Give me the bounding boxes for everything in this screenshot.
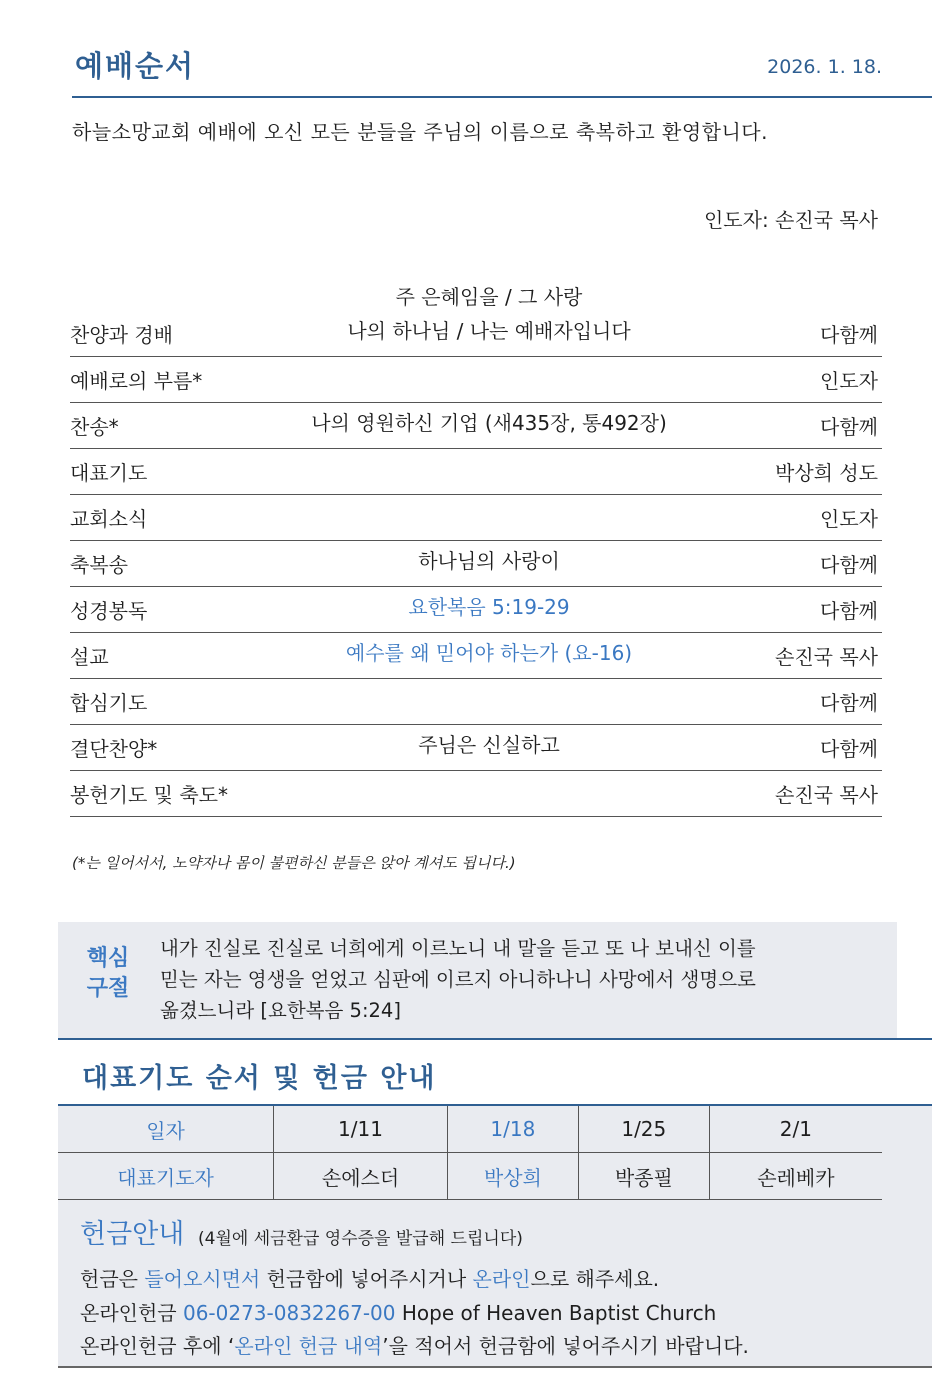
offering-title: 헌금안내 [80, 1219, 185, 1250]
key-verse-text [160, 933, 860, 1026]
section-divider [58, 1038, 932, 1040]
text: 온라인헌금 [80, 1301, 183, 1325]
order-row [70, 587, 882, 633]
account-holder: Hope of Heaven Baptist Church [395, 1301, 717, 1325]
schedule-date: 2/1 [709, 1106, 882, 1153]
schedule-person: 손레베카 [709, 1153, 882, 1200]
order-row [70, 403, 882, 449]
schedule-date: 1/25 [578, 1106, 709, 1153]
sermon-title-link[interactable]: 예수를 왜 믿어야 하는가 (요-16) [345, 641, 633, 665]
schedule-person: 손에스더 [274, 1153, 448, 1200]
order-item-name: 축복송 [70, 553, 128, 577]
order-of-service [70, 282, 882, 817]
bottom-divider [58, 1366, 932, 1368]
key-verse-line1: 내가 진실로 진실로 너희에게 이르노니 내 말을 듣고 또 나 보내신 이를 [160, 937, 756, 960]
online-highlight: 온라인 [472, 1267, 531, 1291]
standing-note: (*는 일어서서, 노약자나 몸이 불편하신 분들은 앉아 계셔도 됩니다.) [72, 854, 516, 872]
order-item-name: 성경봉독 [70, 599, 148, 623]
key-verse-label [80, 944, 136, 1004]
order-item-name: 찬양과 경배 [70, 323, 173, 347]
order-item-title-line2: 나의 하나님 / 나는 예배자입니다 [347, 319, 631, 343]
schedule-date-row [58, 1106, 882, 1153]
schedule-header-person: 대표기도자 [58, 1153, 274, 1200]
order-item-name: 찬송* [70, 415, 119, 439]
scripture-reading-link[interactable]: 요한복음 5:19-29 [408, 595, 570, 619]
order-row [70, 633, 882, 679]
key-verse-label-line2: 구절 [86, 976, 130, 1001]
order-row [70, 541, 882, 587]
order-item-name: 예배로의 부름* [70, 369, 203, 393]
order-item-person: 박상희 성도 [775, 461, 878, 485]
offering-line2 [80, 1297, 716, 1326]
worship-leader: 인도자: 손진국 목사 [703, 208, 878, 232]
schedule-header-date: 일자 [58, 1106, 274, 1153]
order-item-title: 하나님의 사랑이 [418, 549, 560, 573]
order-item-person: 다함께 [820, 737, 878, 761]
order-item-title-line1: 주 은혜임을 / 그 사랑 [395, 285, 583, 309]
order-item-person: 다함께 [820, 323, 878, 347]
order-item-title: 나의 영원하신 기업 (새435장, 통492장) [311, 411, 667, 435]
online-offering-record-highlight: 온라인 헌금 내역 [234, 1334, 383, 1358]
schedule-date: 1/11 [274, 1106, 448, 1153]
order-item-name: 교회소식 [70, 507, 148, 531]
order-item-person: 인도자 [820, 369, 878, 393]
order-item-title: 주님은 신실하고 [418, 733, 560, 757]
text: ’을 적어서 헌금함에 넣어주시기 바랍니다. [382, 1334, 749, 1358]
order-row [70, 679, 882, 725]
bulletin-date: 2026. 1. 18. [767, 56, 882, 78]
bank-account-number[interactable]: 06-0273-0832267-00 [182, 1301, 396, 1325]
order-item-person: 다함께 [820, 599, 878, 623]
order-row [70, 282, 882, 357]
order-row [70, 771, 882, 817]
prayer-offering-title: 대표기도 순서 및 헌금 안내 [82, 1063, 437, 1094]
key-verse-label-line1: 핵심 [86, 946, 130, 971]
title-divider [72, 96, 932, 98]
order-item-person: 다함께 [820, 553, 878, 577]
order-row [70, 495, 882, 541]
order-row [70, 449, 882, 495]
prayer-schedule-table [58, 1106, 882, 1200]
order-row [70, 725, 882, 771]
order-item-person: 다함께 [820, 415, 878, 439]
order-item-name: 대표기도 [70, 461, 148, 485]
order-item-title [300, 280, 678, 348]
schedule-date-current: 1/18 [447, 1106, 578, 1153]
schedule-person-row [58, 1153, 882, 1200]
offering-subtitle: (4월에 세금환급 영수증을 발급해 드립니다) [198, 1229, 523, 1249]
order-item-person: 손진국 목사 [775, 783, 878, 807]
order-row [70, 357, 882, 403]
key-verse-line3: 옮겼느니라 [요한복음 5:24] [160, 999, 401, 1022]
schedule-person: 박종필 [578, 1153, 709, 1200]
key-verse-line2: 믿는 자는 영생을 얻었고 심판에 이르지 아니하나니 사망에서 생명으로 [160, 968, 756, 991]
text: 헌금함에 넣어주시거나 [260, 1267, 473, 1291]
prayer-offering-panel [58, 1104, 932, 1368]
page-title: 예배순서 [75, 49, 196, 83]
text: 헌금은 [80, 1267, 145, 1291]
offering-line1 [80, 1263, 659, 1292]
order-item-name: 합심기도 [70, 691, 148, 715]
order-item-name: 봉헌기도 및 축도* [70, 783, 228, 807]
order-item-name: 설교 [70, 645, 109, 669]
order-item-person: 다함께 [820, 691, 878, 715]
offering-box-highlight: 들어오시면서 [144, 1267, 261, 1291]
schedule-person-current: 박상희 [447, 1153, 578, 1200]
welcome-message: 하늘소망교회 예배에 오신 모든 분들을 주님의 이름으로 축복하고 환영합니다. [72, 120, 768, 144]
offering-line3 [80, 1330, 749, 1359]
text: 온라인헌금 후에 ‘ [80, 1334, 235, 1358]
key-verse-panel [58, 922, 897, 1038]
order-item-name: 결단찬양* [70, 737, 158, 761]
order-item-person: 손진국 목사 [775, 645, 878, 669]
text: 으로 해주세요. [530, 1267, 660, 1291]
order-item-person: 인도자 [820, 507, 878, 531]
